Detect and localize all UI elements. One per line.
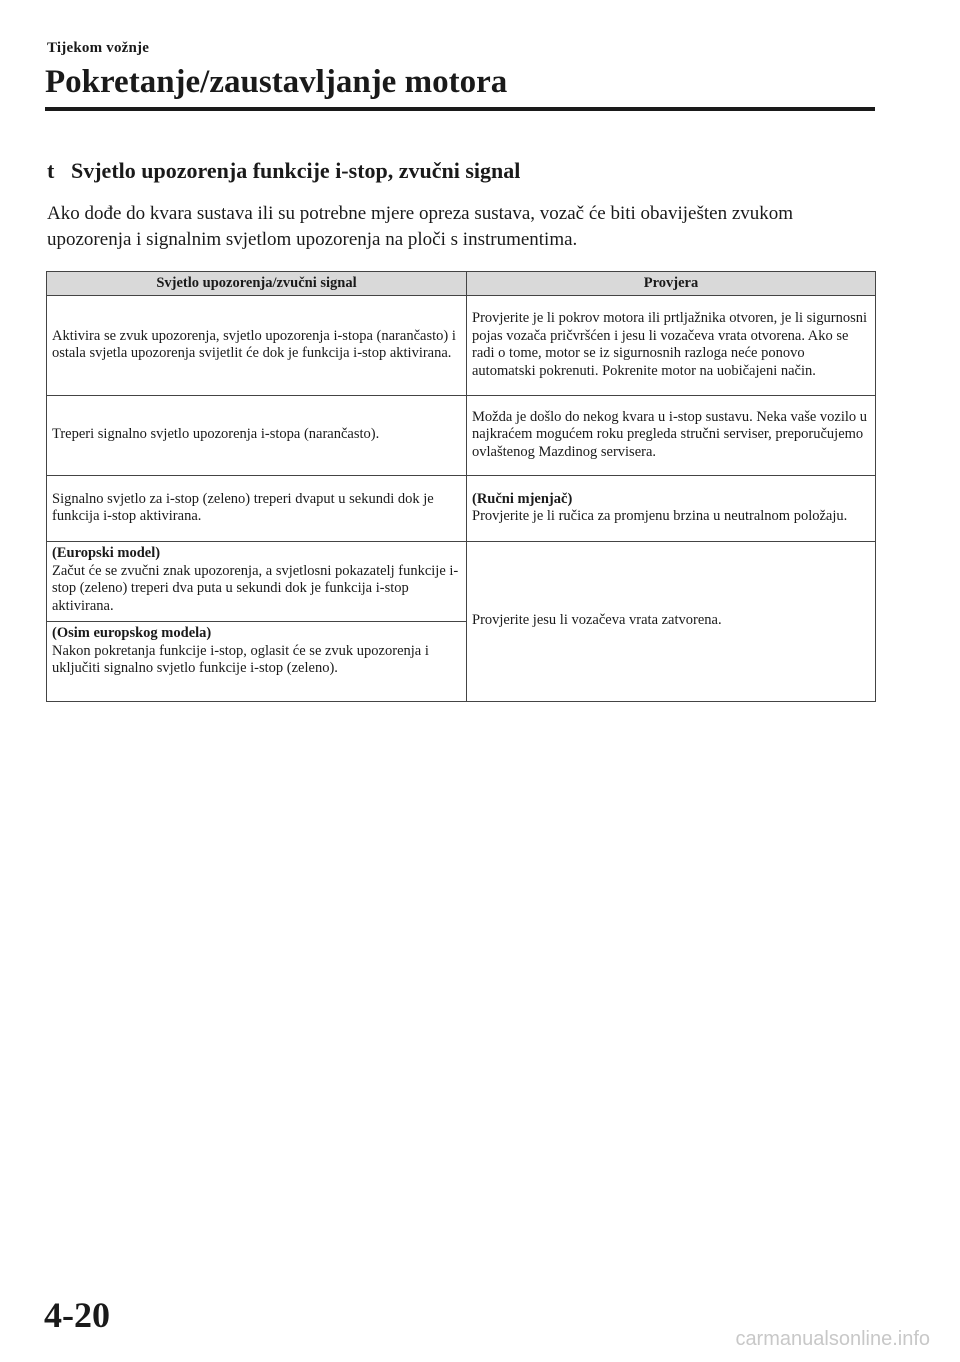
chapter-label: Tijekom vožnje xyxy=(47,40,150,56)
condition-text: Nakon pokretanja funkcije i-stop, oglasit će se zvuk upozorenja i uključiti signalno svjetlo funkcije i-stop (zeleno). xyxy=(52,642,429,676)
table-cell-check: Možda je došlo do nekog kvara u i-stop sustavu. Neka vaše vozilo u najkraćem mogućem roku pregleda stručni serviser, preporučujemo ovlaštenog Mazdinog servisera. xyxy=(467,396,876,476)
title-divider xyxy=(45,107,875,111)
table-header-row xyxy=(47,272,876,296)
table-cell-check xyxy=(467,476,876,542)
column-header-signal: Svjetlo upozorenja/zvučni signal xyxy=(47,272,467,296)
page-number: 4-20 xyxy=(44,1295,110,1335)
section-bullet-icon: t xyxy=(47,158,55,183)
intro-paragraph: Ako dođe do kvara sustava ili su potrebne mjere opreza sustava, vozač će biti obaviješten zvukom upozorenja i signalnim svjetlom upozorenja na ploči s instrumentima. xyxy=(47,203,794,250)
table-row xyxy=(47,476,876,542)
section-heading xyxy=(47,157,520,185)
watermark: carmanualsonline.info xyxy=(735,1328,930,1350)
table-cell-condition: Aktivira se zvuk upozorenja, svjetlo upozorenja i-stopa (narančasto) i ostala svjetla upozorenja svijetlit će dok je funkcija i-stop aktivirana. xyxy=(47,296,467,396)
column-header-check: Provjera xyxy=(467,272,876,296)
table-cell-condition xyxy=(47,542,467,622)
table-cell-condition: Treperi signalno svjetlo upozorenja i-stopa (narančasto). xyxy=(47,396,467,476)
page-title: Pokretanje/zaustavljanje motora xyxy=(45,64,508,100)
condition-text: Začut će se zvučni znak upozorenja, a svjetlosni pokazatelj funkcije i-stop (zeleno) treperi dva puta u sekundi dok je funkcija i-stop aktivirana. xyxy=(52,562,459,614)
table-cell-check: Provjerite je li pokrov motora ili prtljažnika otvoren, je li sigurnosni pojas vozača pričvršćen i jesu li vozačeva vrata otvorena. Ako se radi o tome, motor se iz sigurnosnih razloga neće ponovo automatski pokrenuti. Pokrenite motor na uobičajeni način. xyxy=(467,296,876,396)
table-row xyxy=(47,296,876,396)
section-heading-text: Svjetlo upozorenja funkcije i-stop, zvučni signal xyxy=(71,158,521,183)
check-subtitle: (Ručni mjenjač) xyxy=(472,490,573,507)
check-text: Provjerite je li ručica za promjenu brzina u neutralnom položaju. xyxy=(472,508,848,524)
table-row xyxy=(47,542,876,622)
table-row xyxy=(47,396,876,476)
table-cell-condition xyxy=(47,622,467,702)
condition-subtitle: (Europski model) xyxy=(52,545,161,561)
condition-subtitle: (Osim europskog modela) xyxy=(52,625,212,641)
table-cell-check: Provjerite jesu li vozačeva vrata zatvorena. xyxy=(467,542,876,702)
table-cell-condition: Signalno svjetlo za i-stop (zeleno) treperi dvaput u sekundi dok je funkcija i-stop aktivirana. xyxy=(47,476,467,542)
warning-check-table xyxy=(46,271,876,702)
